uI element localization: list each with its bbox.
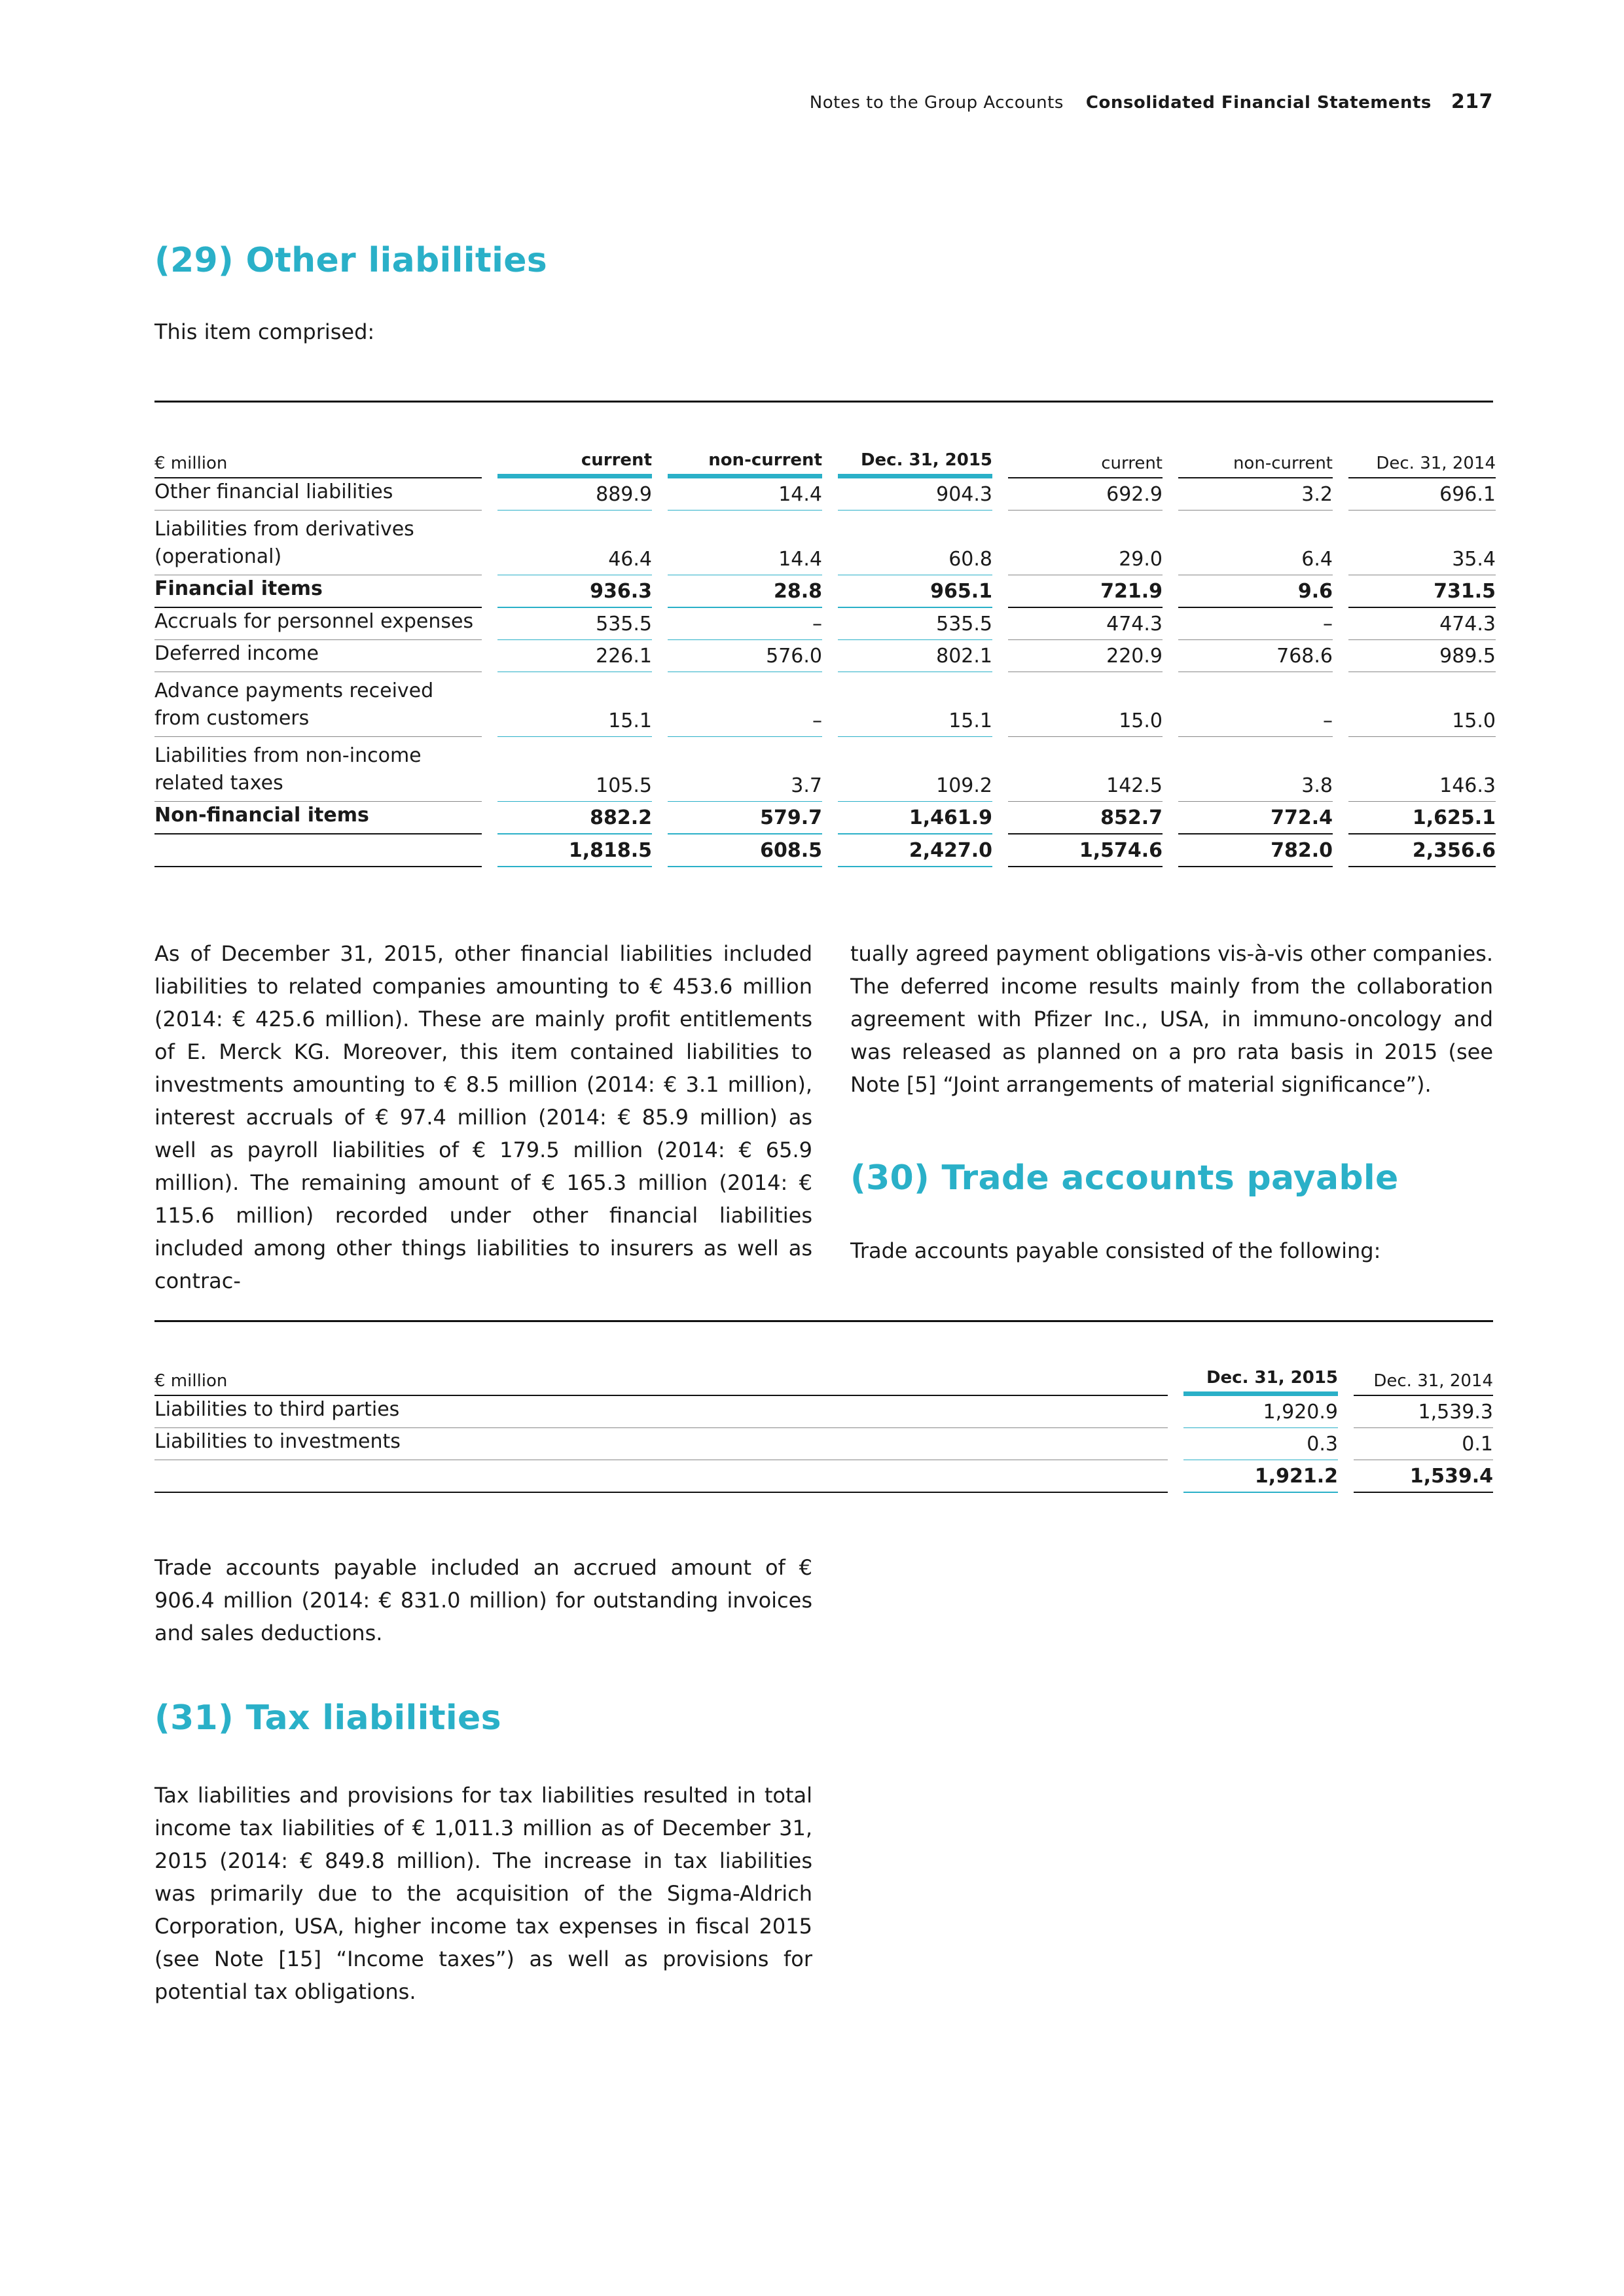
- cell-value: 579.7: [668, 802, 822, 834]
- cell-value: 60.8: [838, 511, 992, 575]
- column-header: current: [497, 445, 652, 478]
- cell-value: 0.3: [1183, 1428, 1338, 1460]
- trade-accounts-payable-table: [154, 1363, 1493, 1493]
- row-label: Other financial liabilities: [154, 478, 482, 511]
- cell-value: –: [1178, 608, 1333, 640]
- page-number: 217: [1451, 90, 1493, 113]
- cell-value: 989.5: [1348, 640, 1496, 672]
- cell-value: 226.1: [497, 640, 652, 672]
- cell-value: 29.0: [1008, 511, 1163, 575]
- row-label: Advance payments received from customers: [154, 672, 482, 737]
- paragraph-other-liabilities-left: As of December 31, 2015, other financial liabilities included liabilities to related companies amounting to € 453.6 million (2014: € 425.6 million). These are mainly profit entitlements of E. Merck KG. Moreover, this item contained liabilities to investments amounting to € 8.5 million (2014: € 3.1 million), interest accruals of € 97.4 million (2014: € 85.9 million) as well as payroll liabilities of € 179.5 million (2014: € 65.9 million). The remaining amount of € 165.3 million (2014: € 115.6 million) recorded under other financial liabilities included among other things liabilities to insurers as well as contrac-: [154, 941, 812, 1293]
- cell-value: 15.0: [1008, 672, 1163, 737]
- cell-value: 28.8: [668, 575, 822, 608]
- running-header: [810, 90, 1493, 113]
- cell-value: –: [1178, 672, 1333, 737]
- intro-trade-accounts-payable: Trade accounts payable consisted of the following:: [850, 1238, 1381, 1263]
- cell-value: 9.6: [1178, 575, 1333, 608]
- paragraph-tax-liabilities: Tax liabilities and provisions for tax liabilities resulted in total income tax liabilities of € 1,011.3 million as of December 31, 2015 (2014: € 849.8 million). The increase in tax liabilities was primarily due to the acquisition of the Sigma-Aldrich Corporation, USA, higher income tax expenses in fiscal 2015 (see Note [15] “Income taxes”) as well as provisions for potential tax obligations.: [154, 1783, 812, 2004]
- cell-value: 2,427.0: [838, 834, 992, 867]
- cell-value: 6.4: [1178, 511, 1333, 575]
- table-row-total: [154, 834, 1496, 867]
- header-section: Notes to the Group Accounts: [809, 93, 1064, 113]
- table-row: [154, 640, 1496, 672]
- cell-value: 2,356.6: [1348, 834, 1496, 867]
- intro-other-liabilities: This item comprised:: [154, 319, 375, 344]
- table-header-row: [154, 1363, 1493, 1396]
- cell-value: 692.9: [1008, 478, 1163, 511]
- cell-value: –: [668, 672, 822, 737]
- cell-value: 535.5: [497, 608, 652, 640]
- cell-value: 14.4: [668, 511, 822, 575]
- cell-value: 904.3: [838, 478, 992, 511]
- row-label: Liabilities to third parties: [154, 1396, 1168, 1428]
- table-row: [154, 672, 1496, 737]
- column-header: non-current: [1178, 445, 1333, 478]
- section-title-trade-accounts-payable: (30) Trade accounts payable: [850, 1158, 1399, 1198]
- row-label: Non-financial items: [154, 802, 482, 834]
- table-row-subtotal: [154, 575, 1496, 608]
- cell-value: 474.3: [1008, 608, 1163, 640]
- cell-value: 1,921.2: [1183, 1460, 1338, 1493]
- column-header: € million: [154, 1363, 1168, 1396]
- cell-value: 474.3: [1348, 608, 1496, 640]
- table-row-total: [154, 1460, 1493, 1493]
- paragraph-trade-accounts-payable: Trade accounts payable included an accrued amount of € 906.4 million (2014: € 831.0 million) for outstanding invoices and sales deductions.: [154, 1555, 812, 1645]
- column-header: Dec. 31, 2014: [1348, 445, 1496, 478]
- cell-value: 109.2: [838, 737, 992, 802]
- row-label: [154, 834, 482, 867]
- cell-value: 1,574.6: [1008, 834, 1163, 867]
- cell-value: 721.9: [1008, 575, 1163, 608]
- row-label: [154, 1460, 1168, 1493]
- cell-value: 802.1: [838, 640, 992, 672]
- cell-value: 146.3: [1348, 737, 1496, 802]
- table-row: [154, 1428, 1493, 1460]
- table-top-rule: [154, 401, 1493, 403]
- table-row: [154, 737, 1496, 802]
- cell-value: 14.4: [668, 478, 822, 511]
- cell-value: 696.1: [1348, 478, 1496, 511]
- cell-value: 965.1: [838, 575, 992, 608]
- cell-value: 1,818.5: [497, 834, 652, 867]
- cell-value: 1,539.3: [1354, 1396, 1493, 1428]
- table-row: [154, 1396, 1493, 1428]
- row-label: Financial items: [154, 575, 482, 608]
- cell-value: 772.4: [1178, 802, 1333, 834]
- table-row: [154, 478, 1496, 511]
- column-header: non-current: [668, 445, 822, 478]
- cell-value: 936.3: [497, 575, 652, 608]
- row-label: Liabilities to investments: [154, 1428, 1168, 1460]
- cell-value: 46.4: [497, 511, 652, 575]
- table-header-row: [154, 445, 1496, 478]
- cell-value: 1,539.4: [1354, 1460, 1493, 1493]
- cell-value: 15.0: [1348, 672, 1496, 737]
- table-row: [154, 511, 1496, 575]
- cell-value: 535.5: [838, 608, 992, 640]
- cell-value: 1,625.1: [1348, 802, 1496, 834]
- column-header: € million: [154, 445, 482, 478]
- section-title-other-liabilities: (29) Other liabilities: [154, 241, 548, 280]
- cell-value: 0.1: [1354, 1428, 1493, 1460]
- cell-value: 220.9: [1008, 640, 1163, 672]
- row-label: Deferred income: [154, 640, 482, 672]
- row-label: Liabilities from non-income related taxes: [154, 737, 482, 802]
- cell-value: 3.2: [1178, 478, 1333, 511]
- row-label: Liabilities from derivatives (operational): [154, 511, 482, 575]
- cell-value: 731.5: [1348, 575, 1496, 608]
- cell-value: 142.5: [1008, 737, 1163, 802]
- table-row-subtotal: [154, 802, 1496, 834]
- section-title-tax-liabilities: (31) Tax liabilities: [154, 1698, 501, 1738]
- column-header: Dec. 31, 2015: [838, 445, 992, 478]
- table-top-rule: [154, 1320, 1493, 1322]
- row-label: Accruals for personnel expenses: [154, 608, 482, 640]
- cell-value: –: [668, 608, 822, 640]
- table-row: [154, 608, 1496, 640]
- cell-value: 3.7: [668, 737, 822, 802]
- cell-value: 105.5: [497, 737, 652, 802]
- cell-value: 608.5: [668, 834, 822, 867]
- cell-value: 852.7: [1008, 802, 1163, 834]
- header-chapter: Consolidated Financial Statements: [1085, 93, 1432, 113]
- cell-value: 35.4: [1348, 511, 1496, 575]
- cell-value: 3.8: [1178, 737, 1333, 802]
- other-liabilities-table: [154, 445, 1496, 867]
- cell-value: 782.0: [1178, 834, 1333, 867]
- column-header: Dec. 31, 2015: [1183, 1363, 1338, 1396]
- column-header: current: [1008, 445, 1163, 478]
- paragraph-other-liabilities-right: tually agreed payment obligations vis-à-vis other companies. The deferred income results mainly from the collaboration agreement with Pfizer Inc., USA, in immuno-oncology and was released as planned on a pro rata basis in 2015 (see Note [5] “Joint arrangements of material significance”).: [850, 941, 1493, 1097]
- cell-value: 882.2: [497, 802, 652, 834]
- cell-value: 1,920.9: [1183, 1396, 1338, 1428]
- cell-value: 15.1: [838, 672, 992, 737]
- cell-value: 1,461.9: [838, 802, 992, 834]
- cell-value: 768.6: [1178, 640, 1333, 672]
- column-header: Dec. 31, 2014: [1354, 1363, 1493, 1396]
- cell-value: 15.1: [497, 672, 652, 737]
- cell-value: 889.9: [497, 478, 652, 511]
- cell-value: 576.0: [668, 640, 822, 672]
